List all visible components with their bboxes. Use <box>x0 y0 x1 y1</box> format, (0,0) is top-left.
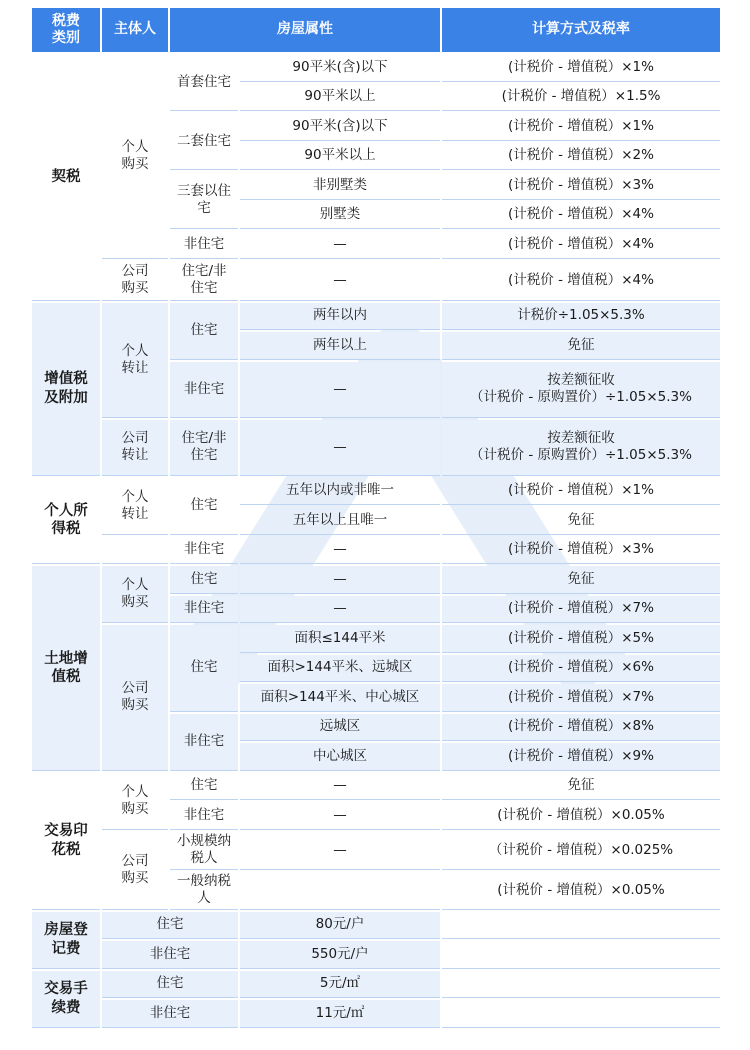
table-row <box>32 941 720 969</box>
rate-cell: 免征 <box>442 332 720 360</box>
header-property-attr: 房屋属性 <box>170 8 440 52</box>
table-row <box>32 478 720 506</box>
tax-fee-table <box>30 6 722 1030</box>
subject-personal-transfer: 个人 转让 <box>102 303 168 418</box>
rate-cell: (计税价 - 增值税）×1% <box>442 54 720 82</box>
attr-cell: — <box>240 362 440 418</box>
table-row <box>32 261 720 301</box>
rate-cell: (计税价 - 增值税）×8% <box>442 714 720 742</box>
attr-cell: 中心城区 <box>240 743 440 771</box>
category-land-vat: 土地增 值税 <box>32 566 100 771</box>
category-deed-tax: 契税 <box>32 54 100 301</box>
empty-cell <box>442 1000 720 1028</box>
attr-cell: 远城区 <box>240 714 440 742</box>
rate-cell: 免征 <box>442 773 720 801</box>
attr-cell: — <box>240 773 440 801</box>
prop-company-residential: 住宅/非 住宅 <box>170 420 238 476</box>
fee-type-cell: 住宅 <box>102 912 238 940</box>
attr-cell: — <box>240 420 440 476</box>
rate-cell: (计税价 - 增值税）×4% <box>442 261 720 301</box>
rate-cell: 免征 <box>442 566 720 594</box>
subject-personal-buy: 个人 购买 <box>102 566 168 623</box>
subject-personal-transfer: 个人 转让 <box>102 478 168 535</box>
category-stamp-tax: 交易印 花税 <box>32 773 100 910</box>
fee-type-cell: 非住宅 <box>102 1000 238 1028</box>
table-row <box>32 832 720 870</box>
rate-cell: (计税价 - 增值税）×5% <box>442 625 720 653</box>
table-row <box>32 1000 720 1028</box>
attr-cell: 两年以上 <box>240 332 440 360</box>
rate-cell: (计税价 - 增值税）×4% <box>442 202 720 230</box>
table-row <box>32 912 720 940</box>
attr-cell: — <box>240 566 440 594</box>
prop-general-taxpayer: 一般纳税 人 <box>170 872 238 910</box>
rate-cell: 免征 <box>442 507 720 535</box>
table-row <box>32 773 720 801</box>
attr-cell: — <box>240 802 440 830</box>
attr-cell: 面积>144平米、远城区 <box>240 655 440 683</box>
rate-cell: (计税价 - 增值税）×0.05% <box>442 872 720 910</box>
rate-cell: 按差额征收 （计税价 - 原购置价）÷1.05×5.3% <box>442 420 720 476</box>
rate-cell: (计税价 - 增值税）×4% <box>442 231 720 259</box>
attr-cell: — <box>240 596 440 624</box>
prop-non-residential: 非住宅 <box>170 362 238 418</box>
attr-cell: — <box>240 537 440 565</box>
header-subject: 主体人 <box>102 8 168 52</box>
subject-empty <box>102 537 168 565</box>
prop-second-home: 二套住宅 <box>170 113 238 170</box>
prop-small-taxpayer: 小规模纳 税人 <box>170 832 238 870</box>
category-income-tax: 个人所 得税 <box>32 478 100 565</box>
category-vat: 增值税 及附加 <box>32 303 100 476</box>
rate-cell: 按差额征收 （计税价 - 原购置价）÷1.05×5.3% <box>442 362 720 418</box>
prop-residential: 住宅 <box>170 625 238 712</box>
attr-cell: 五年以上且唯一 <box>240 507 440 535</box>
rate-cell: (计税价 - 增值税）×3% <box>442 537 720 565</box>
prop-residential: 住宅 <box>170 478 238 535</box>
attr-cell: — <box>240 832 440 870</box>
rate-cell: (计税价 - 增值税）×0.05% <box>442 802 720 830</box>
table-row <box>32 420 720 476</box>
empty-cell <box>442 941 720 969</box>
rate-cell: (计税价 - 增值税）×1% <box>442 478 720 506</box>
rate-cell: (计税价 - 增值税）×1% <box>442 113 720 141</box>
attr-cell: — <box>240 231 440 259</box>
prop-non-residential: 非住宅 <box>170 802 238 830</box>
attr-cell: 非别墅类 <box>240 172 440 200</box>
attr-cell: 面积≤144平米 <box>240 625 440 653</box>
category-registration-fee: 房屋登 记费 <box>32 912 100 969</box>
attr-cell: — <box>240 261 440 301</box>
fee-amount-cell: 80元/户 <box>240 912 440 940</box>
subject-personal-buy: 个人 购买 <box>102 773 168 830</box>
category-transaction-fee: 交易手 续费 <box>32 971 100 1028</box>
rate-cell: (计税价 - 增值税）×1.5% <box>442 84 720 112</box>
table-row <box>32 54 720 82</box>
fee-amount-cell: 11元/㎡ <box>240 1000 440 1028</box>
attr-cell: 90平米(含)以下 <box>240 54 440 82</box>
subject-company-buy: 公司 购买 <box>102 832 168 910</box>
prop-non-residential: 非住宅 <box>170 714 238 771</box>
table-row <box>32 303 720 331</box>
rate-cell: (计税价 - 增值税）×7% <box>442 684 720 712</box>
attr-cell: 两年以内 <box>240 303 440 331</box>
attr-cell: 面积>144平米、中心城区 <box>240 684 440 712</box>
table-row <box>32 566 720 594</box>
attr-cell: 90平米以上 <box>240 143 440 171</box>
table-row <box>32 625 720 653</box>
rate-cell: 计税价÷1.05×5.3% <box>442 303 720 331</box>
prop-third-home: 三套以住 宅 <box>170 172 238 229</box>
fee-amount-cell: 550元/户 <box>240 941 440 969</box>
empty-cell <box>442 912 720 940</box>
rate-cell: (计税价 - 增值税）×6% <box>442 655 720 683</box>
table-header-row <box>32 8 720 52</box>
subject-company-buy: 公司 购买 <box>102 625 168 771</box>
empty-cell <box>442 971 720 999</box>
rate-cell: (计税价 - 增值税）×2% <box>442 143 720 171</box>
prop-non-residential: 非住宅 <box>170 596 238 624</box>
fee-type-cell: 非住宅 <box>102 941 238 969</box>
rate-cell: (计税价 - 增值税）×9% <box>442 743 720 771</box>
prop-non-residential: 非住宅 <box>170 537 238 565</box>
prop-residential: 住宅 <box>170 773 238 801</box>
prop-residential: 住宅 <box>170 566 238 594</box>
prop-residential: 住宅 <box>170 303 238 360</box>
fee-type-cell: 住宅 <box>102 971 238 999</box>
subject-personal-buy: 个人 购买 <box>102 54 168 259</box>
subject-company-transfer: 公司 转让 <box>102 420 168 476</box>
attr-cell: 别墅类 <box>240 202 440 230</box>
header-calc-method: 计算方式及税率 <box>442 8 720 52</box>
prop-non-residential: 非住宅 <box>170 231 238 259</box>
subject-company-buy: 公司 购买 <box>102 261 168 301</box>
fee-amount-cell: 5元/㎡ <box>240 971 440 999</box>
rate-cell: （计税价 - 增值税）×0.025% <box>442 832 720 870</box>
rate-cell: (计税价 - 增值税）×7% <box>442 596 720 624</box>
attr-cell <box>240 872 440 910</box>
attr-cell: 90平米以上 <box>240 84 440 112</box>
prop-first-home: 首套住宅 <box>170 54 238 111</box>
prop-company-residential: 住宅/非 住宅 <box>170 261 238 301</box>
attr-cell: 五年以内或非唯一 <box>240 478 440 506</box>
table-row <box>32 537 720 565</box>
header-tax-category: 税费 类别 <box>32 8 100 52</box>
attr-cell: 90平米(含)以下 <box>240 113 440 141</box>
rate-cell: (计税价 - 增值税）×3% <box>442 172 720 200</box>
table-row <box>32 971 720 999</box>
